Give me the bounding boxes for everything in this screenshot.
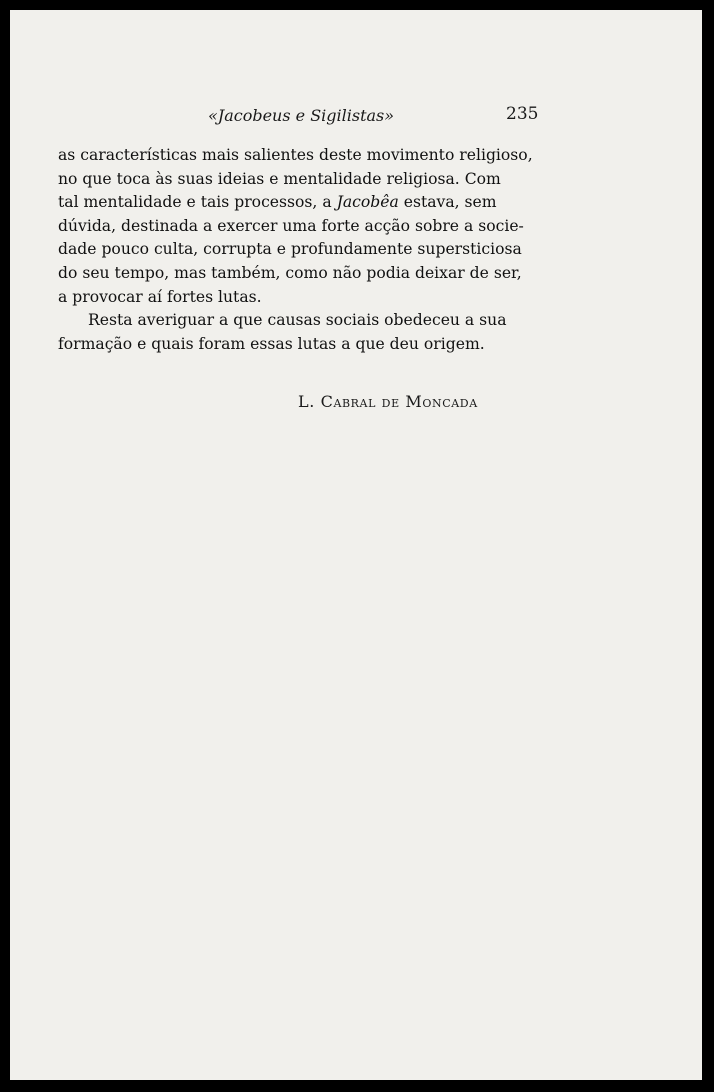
text-line-end: estava, sem: [398, 193, 497, 212]
text-line-start: tal mentalidade e tais processos, a: [58, 193, 337, 212]
page-number: 235: [506, 104, 539, 124]
text-line: dúvida, destinada a exercer uma forte acção sobre a socie-: [58, 216, 524, 235]
text-line: Resta averiguar a que causas sociais obedeceu a sua: [88, 311, 507, 330]
text-line-last: formação e quais foram essas lutas a que deu origem.: [58, 334, 485, 353]
author-signature: L. Cabral de Moncada: [298, 392, 478, 411]
running-head: «Jacobeus e Sigilistas»: [208, 106, 395, 125]
text-line: dade pouco culta, corrupta e profundamente supersticiosa: [58, 240, 522, 259]
text-line: do seu tempo, mas também, como não podia deixar de ser,: [58, 263, 522, 282]
text-line: no que toca às suas ideias e mentalidade religiosa. Com: [58, 169, 501, 188]
document-page: [10, 10, 702, 1080]
body-text: [58, 144, 532, 356]
text-line: [58, 191, 532, 215]
text-line-last: a provocar aí fortes lutas.: [58, 287, 262, 306]
text-line: as características mais salientes deste movimento religioso,: [58, 146, 533, 164]
italic-term: Jacobêa: [336, 193, 399, 212]
